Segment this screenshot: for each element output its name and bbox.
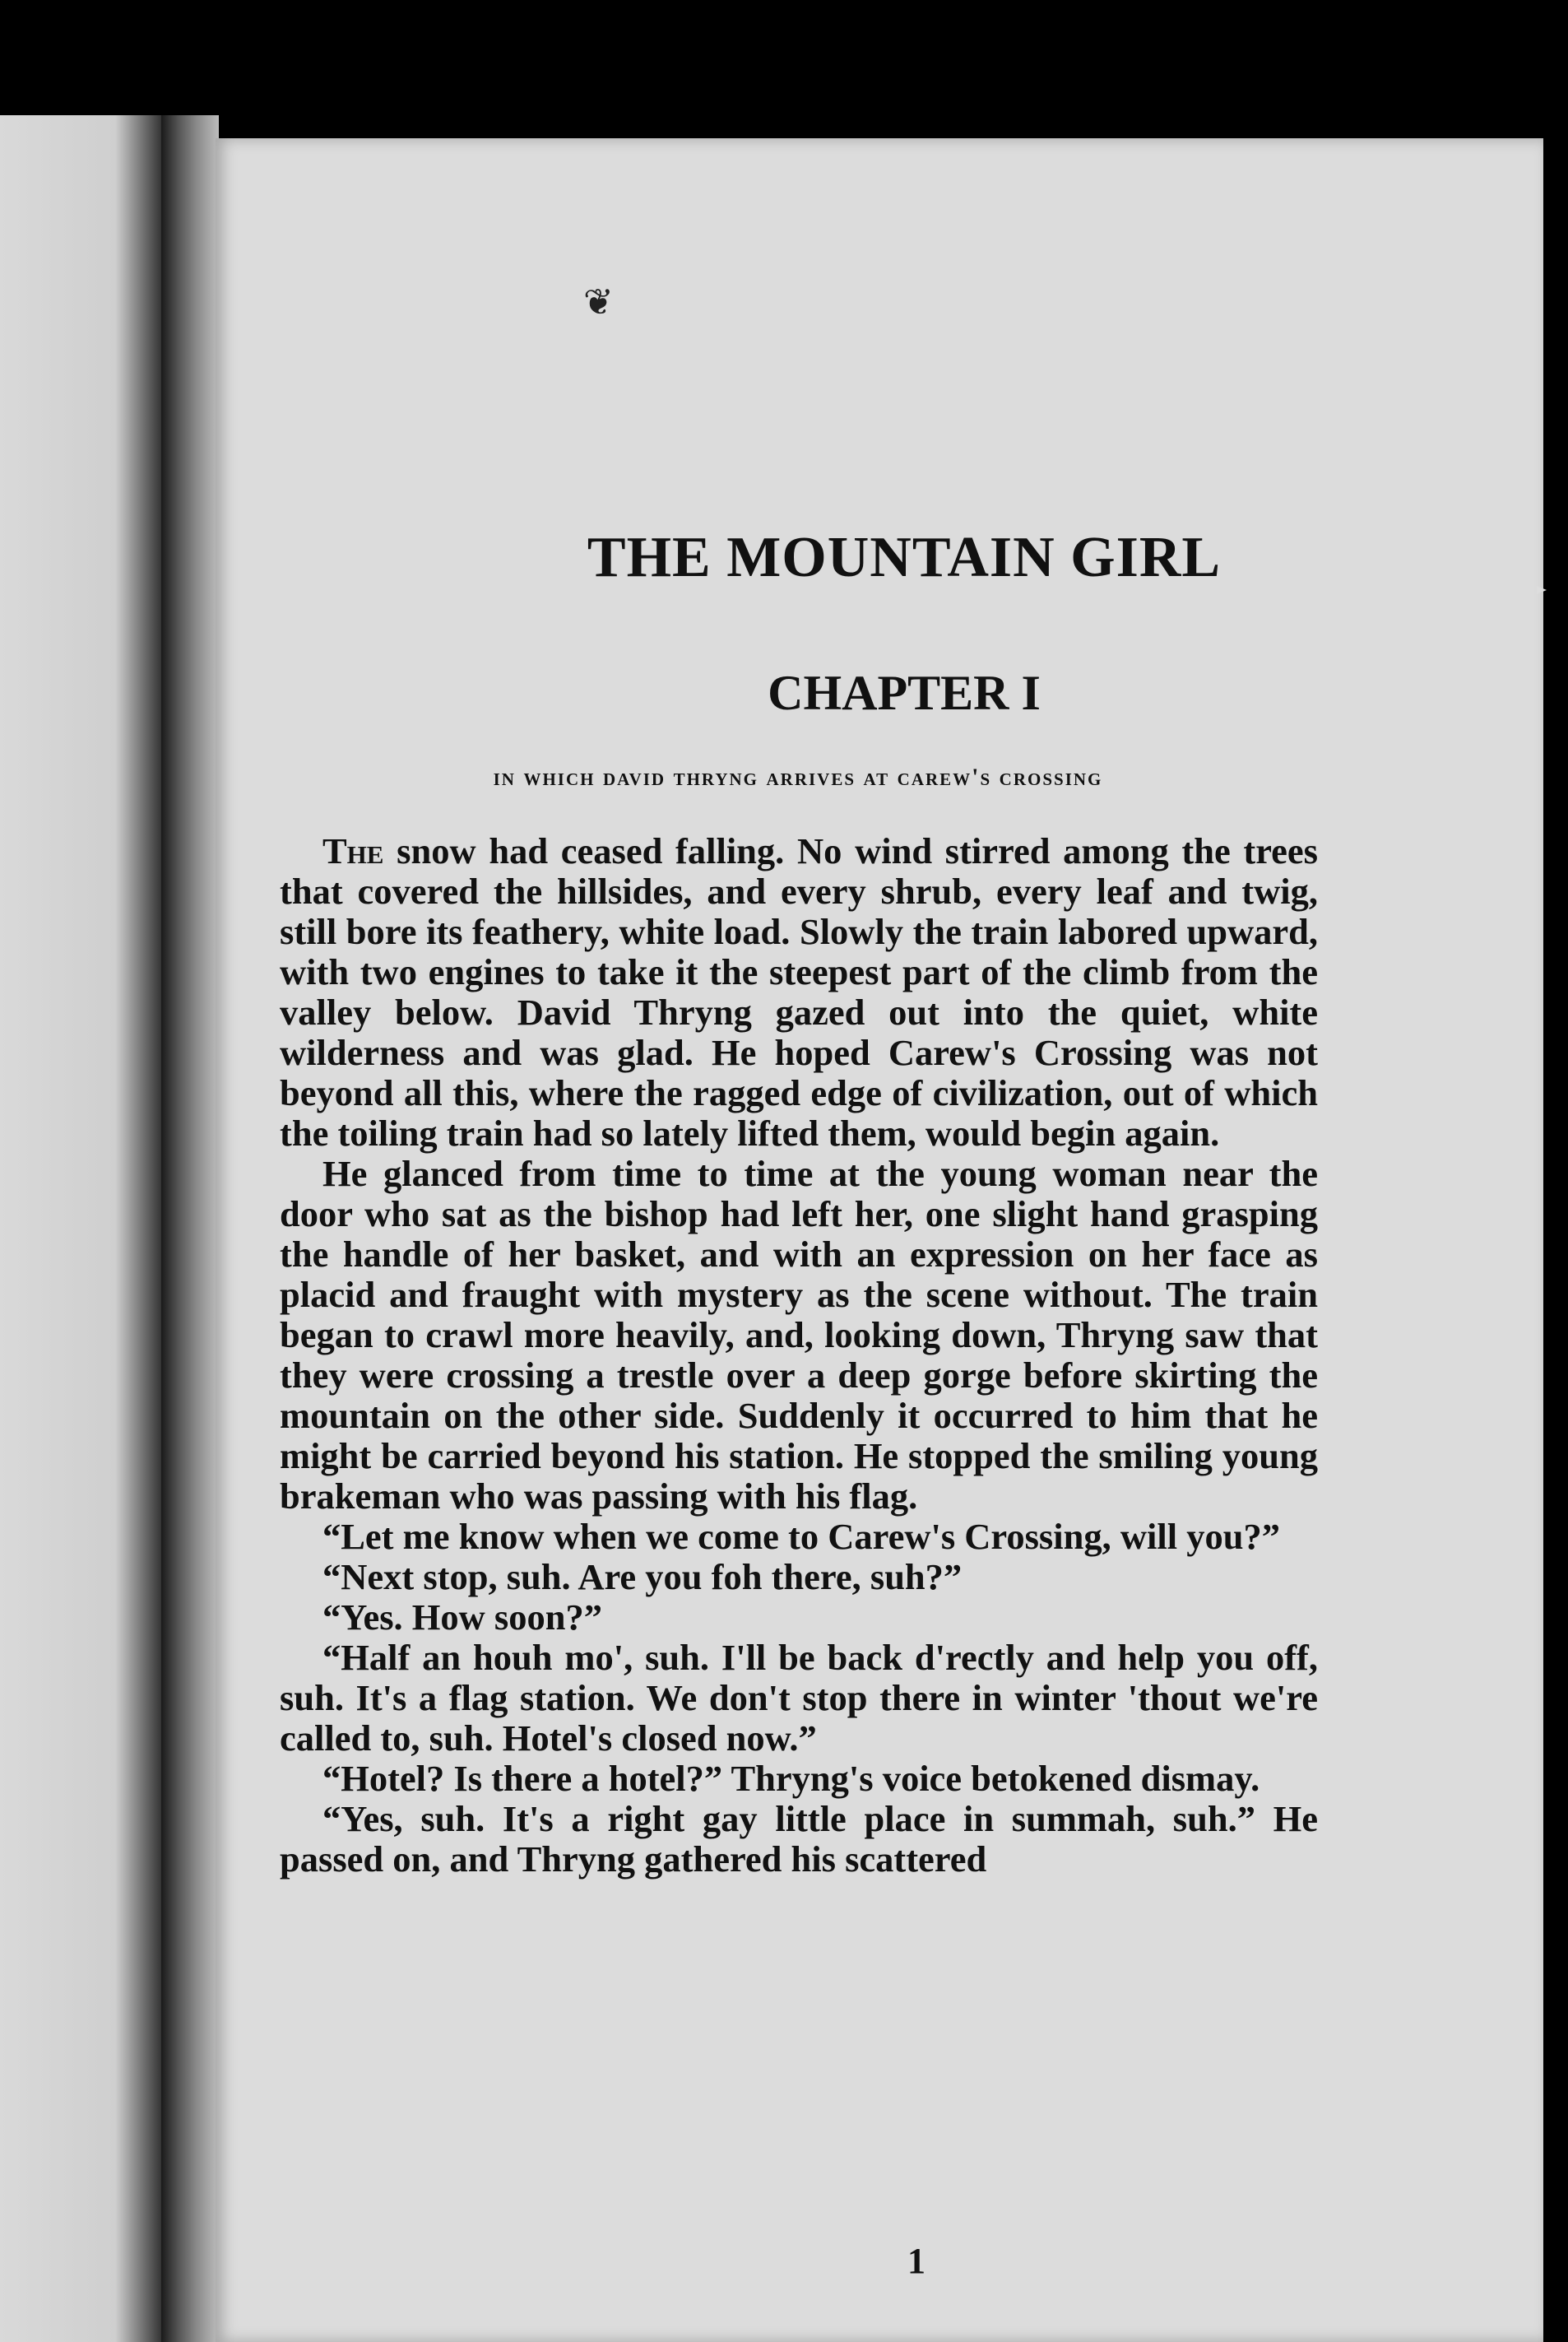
book-title: THE MOUNTAIN GIRL xyxy=(587,526,1222,589)
previous-page-edge xyxy=(0,115,165,2342)
paragraph xyxy=(280,1597,1318,1638)
paragraph-text: “Yes. How soon?” xyxy=(322,1596,602,1638)
printer-ornament: ❦ xyxy=(583,282,614,323)
book-page xyxy=(216,138,1543,2342)
paragraph xyxy=(280,1759,1318,1799)
chapter-body xyxy=(280,831,1318,1880)
paragraph xyxy=(280,1154,1318,1517)
chapter-heading: CHAPTER I xyxy=(768,666,1041,720)
paragraph-text: “Half an houh mo', suh. I'll be back d'rectly and help you off, suh. It's a flag station. We don't stop there in winter 'thout we're called to, suh. Hotel's closed now.” xyxy=(280,1637,1318,1759)
paragraph-text: “Next stop, suh. Are you foh there, suh?” xyxy=(322,1556,963,1597)
paragraph xyxy=(280,1638,1318,1759)
paragraph-lead-word: The xyxy=(322,830,384,871)
paragraph-text: snow had ceased falling. No wind stirred among the trees that covered the hillsides, and every shrub, every leaf and twig, still bore its feathery, white load. Slowly the train labored upward, with two engines to take it the steepest part of the climb from the valley below. David Thryng gazed out into the quiet, white wilderness and was glad. He hoped Carew's Crossing was not beyond all this, where the ragged edge of civilization, out of which the toiling train had so lately lifted them, would begin again. xyxy=(280,830,1318,1154)
book-spine-shadow xyxy=(161,115,219,2342)
page-number: 1 xyxy=(907,2241,925,2281)
paragraph xyxy=(280,1799,1318,1880)
paragraph-text: He glanced from time to time at the young woman near the door who sat as the bishop had left her, one slight hand grasping the handle of her basket, and with an expression on her face as placid and fraught with mystery as the scene without. The train began to crawl more heavily, and, looking down, Thryng saw that they were crossing a trestle over a deep gorge before skirting the mountain on the other side. Suddenly it occurred to him that he might be carried beyond his station. He stopped the smiling young brakeman who was passing with his flag. xyxy=(280,1153,1318,1517)
chapter-subtitle: in which david thryng arrives at carew's crossing xyxy=(493,764,1103,791)
paragraph-text: “Hotel? Is there a hotel?” Thryng's voice betokened dismay. xyxy=(322,1758,1260,1799)
paragraph-text: “Yes, suh. It's a right gay little place in summah, suh.” He passed on, and Thryng gathered his scattered xyxy=(280,1798,1318,1880)
paragraph xyxy=(280,831,1318,1154)
paragraph xyxy=(280,1517,1318,1557)
paragraph-text: “Let me know when we come to Carew's Crossing, will you?” xyxy=(322,1516,1280,1557)
paragraph xyxy=(280,1557,1318,1597)
